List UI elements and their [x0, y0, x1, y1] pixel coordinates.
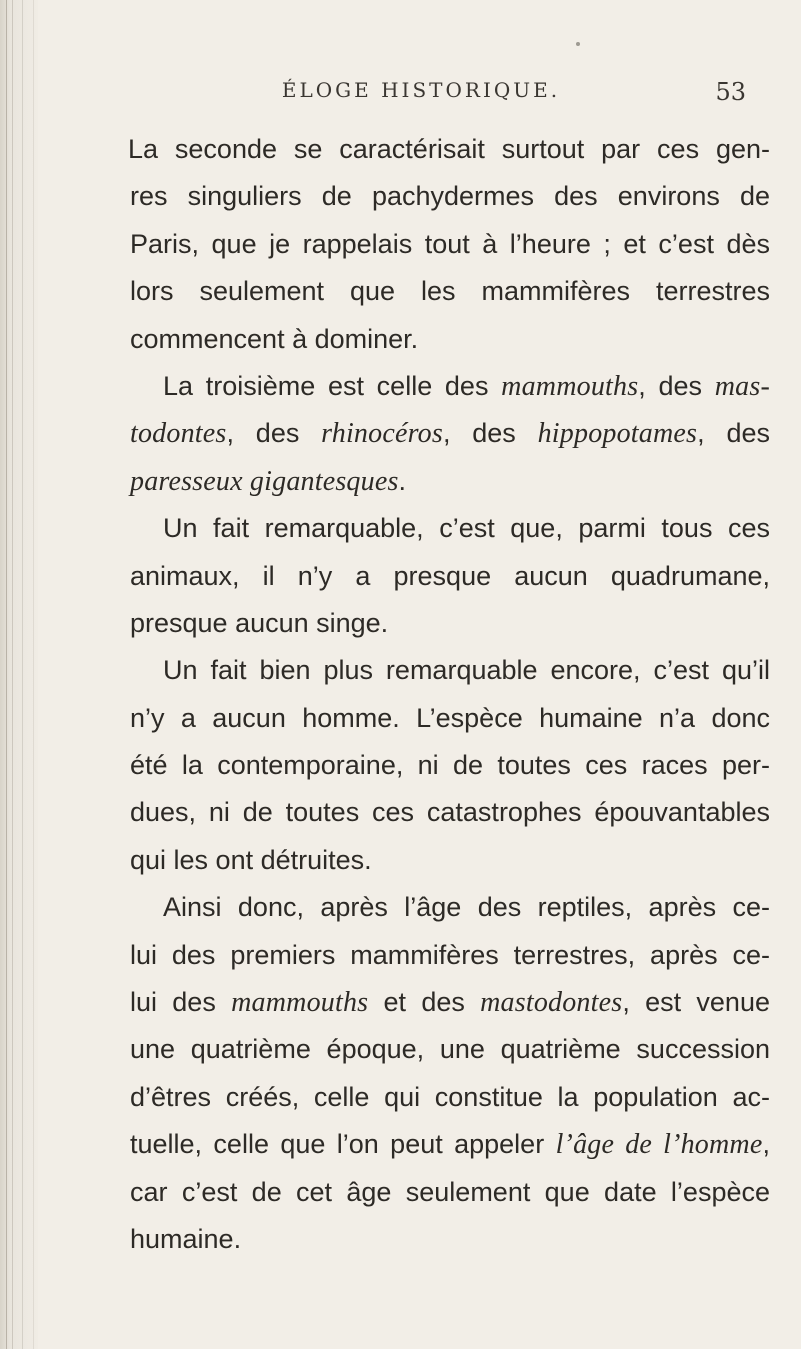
text-line [130, 363, 770, 410]
italic-term: rhinocéros [321, 418, 443, 450]
running-head: ÉLOGE HISTORIQUE. [281, 78, 561, 102]
text-span: , des [226, 418, 322, 449]
text-line: car c’est de cet âge seulement que date l’espèce [130, 1176, 770, 1207]
text-span: , [762, 1129, 770, 1160]
text-line: presque aucun singe. [130, 607, 389, 638]
text-line: dues, ni de toutes ces catastrophes épouvantables [130, 797, 770, 828]
paper-speck [576, 42, 580, 46]
text-span: tuelle, celle que l’on peut appeler [130, 1129, 556, 1160]
text-span: , des [638, 370, 715, 401]
text-line: qui les ont détruites. [130, 844, 372, 875]
text-line: une quatrième époque, une quatrième succession [130, 1034, 770, 1065]
text-line: commencent à dominer. [130, 323, 419, 354]
text-line [130, 410, 770, 457]
text-line: Ainsi donc, après l’âge des reptiles, après ce- [163, 892, 770, 923]
text-line [130, 979, 770, 1026]
text-span: , est venue [622, 987, 770, 1018]
text-line: été la contemporaine, ni de toutes ces races per- [130, 750, 770, 781]
page-header [96, 78, 746, 118]
text-span: lui des [130, 987, 232, 1018]
text-span: , des [442, 418, 538, 449]
text-line [130, 1121, 770, 1168]
text-line: lors seulement que les mammifères terrestres [130, 276, 770, 307]
italic-term: mammouths [231, 987, 369, 1019]
text-span: et des [368, 987, 481, 1018]
text-line: humaine. [130, 1223, 242, 1254]
text-line: lui des premiers mammifères terrestres, après ce- [130, 939, 770, 970]
text-span: , des [697, 418, 770, 449]
italic-term: paresseux gigantesques [130, 465, 399, 497]
binding-line [22, 0, 23, 1349]
text-line: Un fait bien plus remarquable encore, c’est qu’il [163, 655, 770, 686]
italic-term: mammouths [501, 370, 639, 402]
body-text [130, 126, 770, 1263]
binding-line [33, 0, 34, 1349]
text-line: res singuliers de pachydermes des environs de [130, 181, 770, 212]
text-span: . [398, 465, 407, 496]
text-line: d’êtres créés, celle qui constitue la population ac- [130, 1081, 770, 1112]
italic-term: hippopotames [537, 418, 698, 450]
text-line: Paris, que je rappelais tout à l’heure ; et c’est dès [130, 228, 770, 259]
text-span: La troisième est celle des [163, 370, 502, 401]
page-number: 53 [715, 78, 746, 106]
text-line: animaux, il n’y a presque aucun quadrumane, [130, 560, 770, 591]
binding-line [12, 0, 13, 1349]
binding-line [6, 0, 7, 1349]
text-line: La seconde se caractérisait surtout par ces gen- [128, 134, 770, 164]
italic-term: mas- [714, 370, 770, 402]
text-line [130, 458, 770, 505]
text-line: Un fait remarquable, c’est que, parmi tous ces [163, 513, 770, 544]
text-line: n’y a aucun homme. L’espèce humaine n’a donc [130, 702, 770, 733]
italic-term: l’âge de l’homme [555, 1129, 763, 1161]
italic-term: mastodontes [480, 987, 623, 1019]
italic-term: todontes [130, 418, 227, 450]
